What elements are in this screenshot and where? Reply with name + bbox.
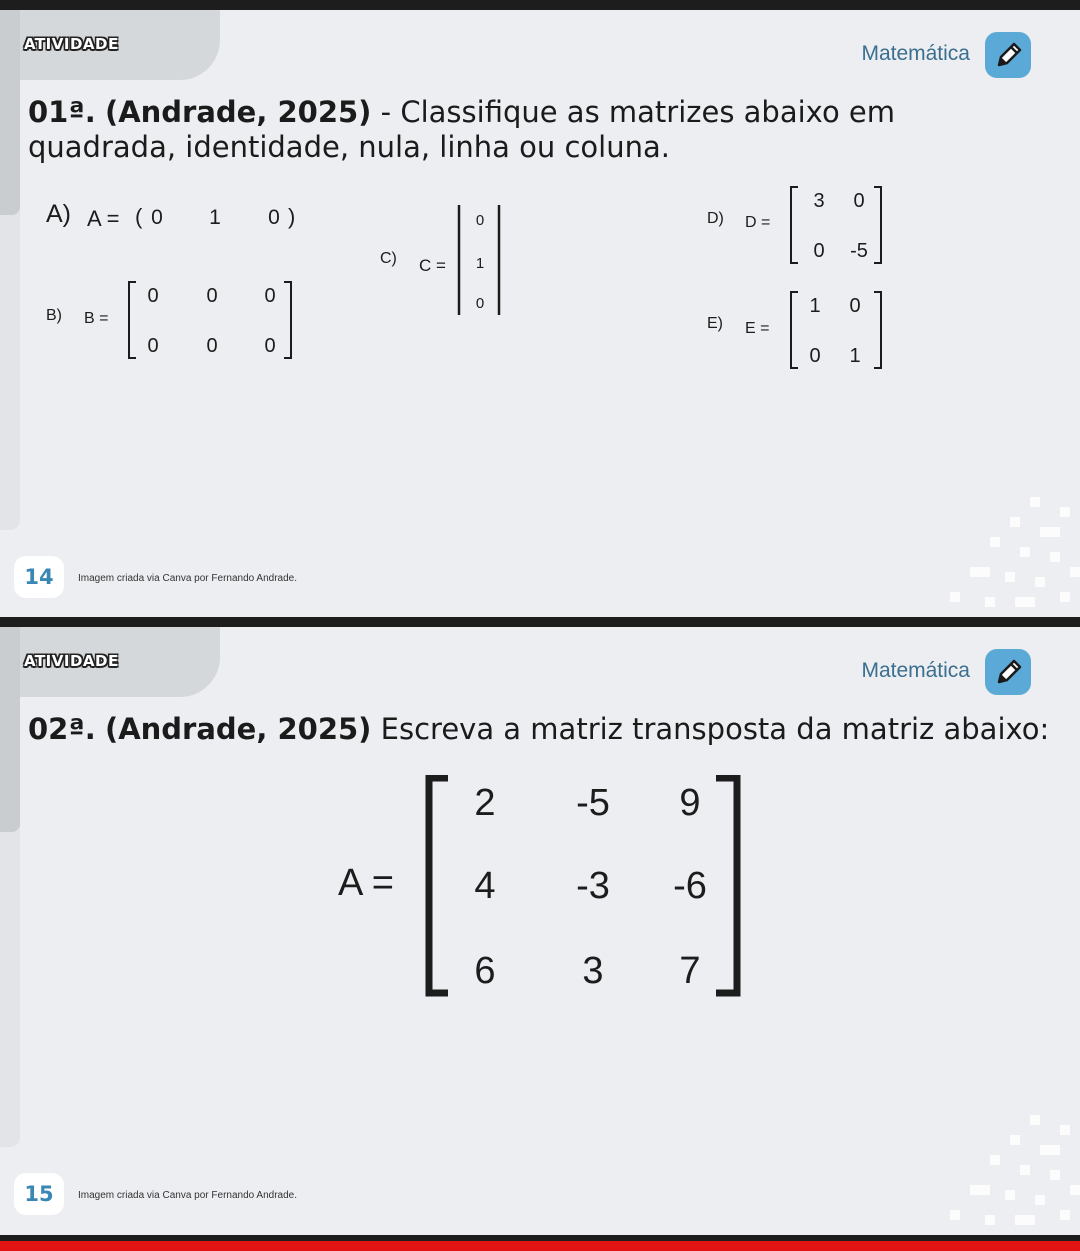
option-d-eq: D = — [745, 214, 771, 231]
option-d-label: D) — [707, 210, 724, 227]
slide-14 — [0, 10, 1080, 617]
pixel-decoration — [910, 497, 1080, 617]
pencil-icon — [985, 32, 1031, 78]
matrix-cell: 0 — [206, 335, 218, 357]
paren-right: ) — [288, 204, 296, 229]
matrix-cell: 0 — [853, 190, 865, 212]
matrix-cell: 0 — [268, 206, 280, 229]
option-a-eq: A = — [87, 206, 120, 231]
question-body: - Classifique as matrizes abaixo em quadrada, identidade, nula, linha ou coluna. — [28, 95, 895, 164]
question-number: 02ª. — [28, 712, 96, 746]
matrix-cell: 1 — [475, 255, 485, 272]
option-b-label: B) — [46, 307, 62, 324]
matrix-cell: -5 — [850, 240, 868, 262]
option-e-label: E) — [707, 315, 723, 332]
matrix-cell: 0 — [849, 295, 861, 317]
matrix-cell: 0 — [151, 206, 163, 229]
option-a-label: A) — [46, 200, 71, 228]
matrix-cell: 0 — [147, 285, 159, 307]
matrix-cell: 1 — [849, 345, 861, 367]
option-c-eq: C = — [419, 256, 446, 275]
matrix-cell: 9 — [679, 782, 701, 824]
question-source: (Andrade, 2025) — [104, 95, 372, 129]
matrix-cell: 6 — [474, 950, 496, 992]
activity-badge: ATIVIDADE — [24, 652, 119, 670]
left-strip — [0, 627, 20, 832]
option-e-eq: E = — [745, 320, 770, 337]
matrix-cell: 4 — [474, 865, 496, 907]
pencil-icon — [985, 649, 1031, 695]
matrix-cell: 1 — [209, 206, 221, 229]
matrix-cell: -6 — [673, 865, 707, 907]
option-b-eq: B = — [84, 310, 109, 327]
slide-15 — [0, 627, 1080, 1235]
matrix-cell: -3 — [576, 865, 610, 907]
left-strip — [0, 10, 20, 215]
matrix-cell: 0 — [264, 335, 276, 357]
matrix-cell: -5 — [576, 782, 610, 824]
matrix-cell: 0 — [813, 240, 825, 262]
question-number: 01ª. — [28, 95, 96, 129]
question-body: Escreva a matriz transposta da matriz abaixo: — [371, 712, 1050, 746]
matrix-cell: 0 — [147, 335, 159, 357]
pixel-decoration — [910, 1115, 1080, 1235]
image-credit: Imagem criada via Canva por Fernando Andrade. — [78, 573, 298, 584]
matrix-cell: 3 — [582, 950, 604, 992]
page-number: 15 — [14, 1173, 64, 1215]
image-credit: Imagem criada via Canva por Fernando Andrade. — [78, 1190, 298, 1201]
page-number: 14 — [14, 556, 64, 598]
subject-label: Matemática — [861, 659, 970, 682]
activity-badge: ATIVIDADE — [24, 35, 119, 53]
subject-label: Matemática — [861, 42, 970, 65]
matrix-cell: 0 — [264, 285, 276, 307]
matrix-cell: 0 — [809, 345, 821, 367]
matrix-cell: 0 — [475, 212, 485, 229]
matrix-cell: 7 — [679, 950, 701, 992]
paren-left: ( — [135, 204, 143, 229]
matrix-cell: 0 — [475, 295, 485, 312]
matrix-cell: 2 — [474, 782, 496, 824]
matrix-cell: 0 — [206, 285, 218, 307]
matrix-cell: 3 — [813, 190, 825, 212]
question-text — [28, 712, 1058, 747]
matrix-cell: 1 — [809, 295, 821, 317]
matrix-a-eq: A = — [338, 862, 394, 904]
bottom-red-bar — [0, 1241, 1080, 1251]
option-c-label: C) — [380, 250, 397, 267]
question-source: (Andrade, 2025) — [104, 712, 372, 746]
question-text — [28, 95, 1048, 165]
